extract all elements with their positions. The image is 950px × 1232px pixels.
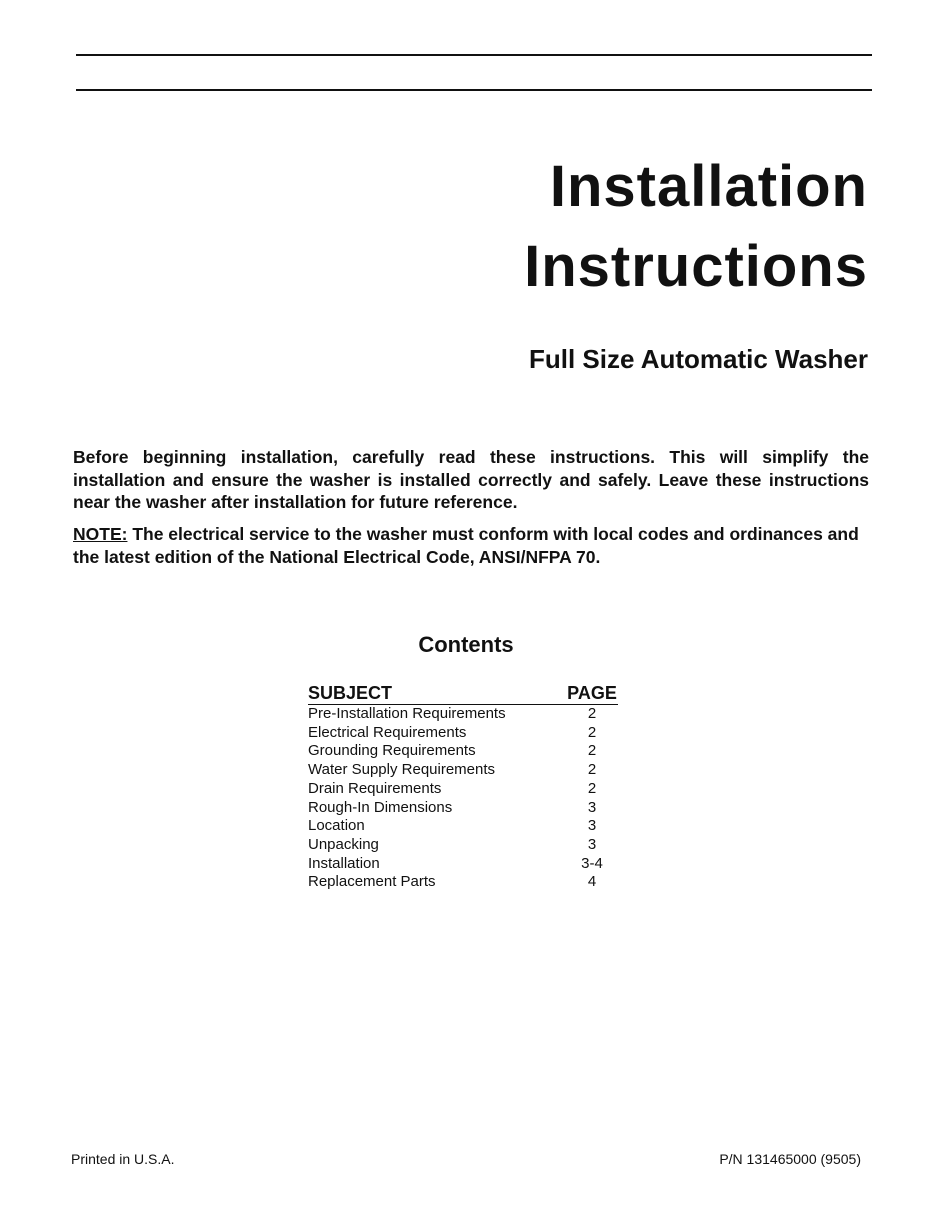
contents-subject: Installation [308, 854, 380, 872]
note-lead: NOTE: [73, 524, 128, 544]
contents-row [308, 780, 618, 799]
subject-header: SUBJECT [308, 683, 393, 703]
contents-subject: Grounding Requirements [308, 742, 476, 760]
page-header: PAGE [567, 683, 617, 703]
contents-row [308, 799, 618, 818]
contents-row [308, 761, 618, 780]
contents-subject: Location [308, 817, 365, 835]
contents-rows [308, 705, 618, 892]
title-line-1: Installation [549, 154, 868, 219]
contents-row [308, 724, 618, 743]
contents-row [308, 705, 618, 724]
contents-row [308, 873, 618, 892]
printed-note: Printed in U.S.A. [71, 1151, 175, 1167]
contents-page: 2 [587, 705, 597, 722]
contents-row [308, 817, 618, 836]
note-paragraph [73, 523, 869, 568]
contents-table [308, 683, 618, 892]
contents-page: 3 [587, 798, 597, 816]
contents-subject: Drain Requirements [308, 779, 442, 797]
title-line-2: Instructions [524, 234, 868, 299]
contents-heading: Contents [418, 632, 514, 657]
top-rule-2 [76, 89, 872, 91]
contents-page: 3 [587, 835, 597, 853]
note-text: The electrical service to the washer must conform with local codes and ordinances and the latest edition of the National Electrical Code, ANSI/NFPA 70. [73, 524, 859, 567]
contents-subject: Pre-Installation Requirements [308, 705, 506, 722]
contents-page: 2 [587, 779, 597, 797]
contents-subject: Replacement Parts [308, 873, 436, 891]
contents-subject: Electrical Requirements [308, 723, 467, 741]
contents-subject: Unpacking [308, 835, 379, 853]
contents-row [308, 742, 618, 761]
intro-paragraph: Before beginning installation, carefully read these instructions. This will simplify the installation and ensure the washer is installed correctly and safely. Leave these instructions near the washer after installation for future reference. [73, 447, 869, 512]
part-number: P/N 131465000 (9505) [719, 1151, 861, 1167]
contents-page: 3 [587, 817, 597, 835]
contents-subject: Rough-In Dimensions [308, 798, 453, 816]
contents-page: 3-4 [581, 854, 603, 872]
contents-row [308, 855, 618, 874]
contents-row [308, 836, 618, 855]
contents-page: 4 [587, 873, 597, 891]
contents-page: 2 [587, 742, 597, 760]
contents-page: 2 [587, 723, 597, 741]
contents-header-row [308, 683, 618, 705]
contents-page: 2 [587, 761, 597, 779]
contents-subject: Water Supply Requirements [308, 761, 496, 779]
top-rule-1 [76, 54, 872, 56]
subtitle: Full Size Automatic Washer [528, 344, 868, 374]
